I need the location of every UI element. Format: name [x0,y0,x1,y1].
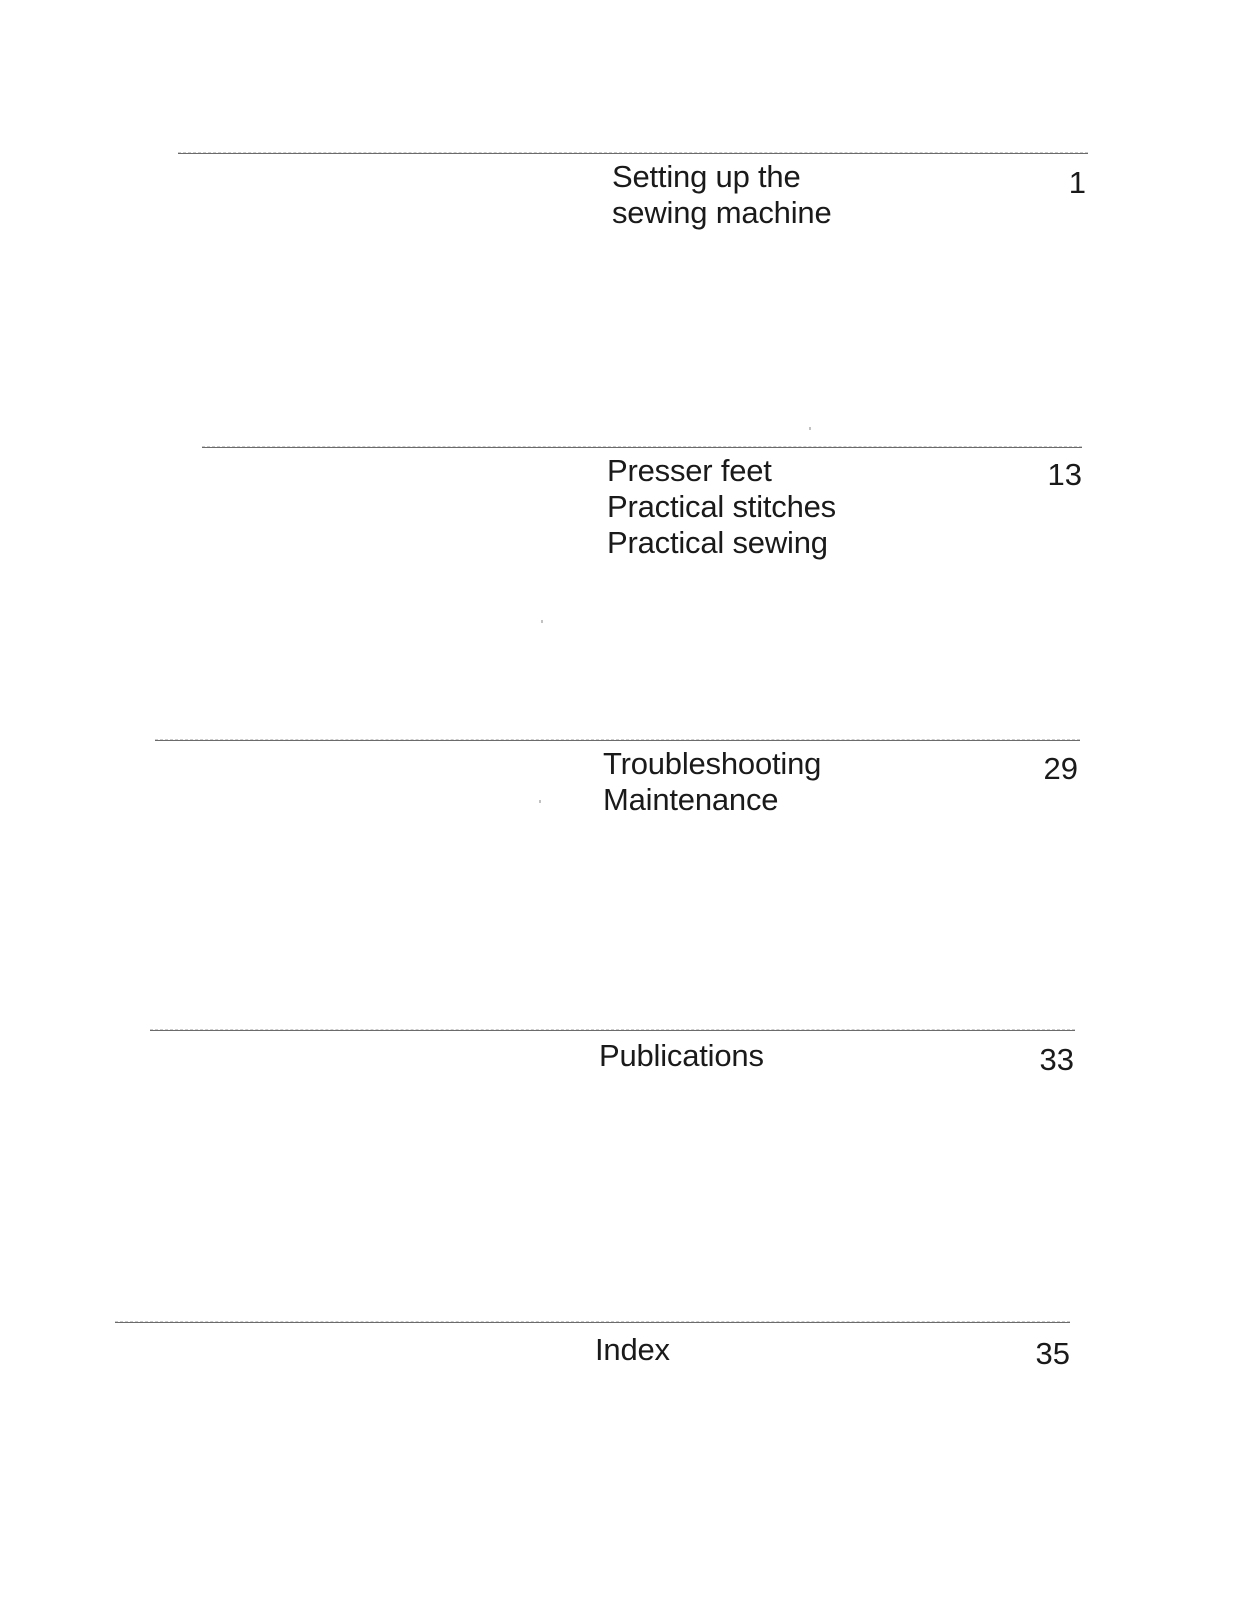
section-title-line: Practical sewing [607,525,828,560]
section-titles [607,453,836,561]
section-titles [603,746,821,818]
section-page-number: 13 [1047,457,1082,492]
section-title-line: Index [595,1332,670,1367]
section-titles [599,1038,764,1074]
section-divider [178,153,1088,154]
section-title-line: Presser feet [607,453,772,488]
section-titles [612,159,831,231]
section-titles [595,1332,670,1368]
section-page-number: 1 [1068,165,1086,200]
section-title-line: Publications [599,1038,764,1073]
section-divider [150,1030,1075,1031]
section-divider [155,740,1080,741]
section-page-number: 29 [1043,751,1078,786]
section-title-line: Setting up the [612,159,801,194]
section-title-line: Troubleshooting [603,746,822,781]
scan-speck [541,620,543,623]
section-page-number: 33 [1039,1042,1074,1077]
section-divider [202,447,1082,448]
section-page-number: 35 [1035,1336,1070,1371]
section-title-line: Practical stitches [607,489,836,524]
scan-speck [809,427,811,430]
section-divider [115,1322,1070,1323]
section-title-line: Maintenance [603,782,779,817]
section-title-line: sewing machine [612,195,832,230]
scan-speck [539,800,541,803]
